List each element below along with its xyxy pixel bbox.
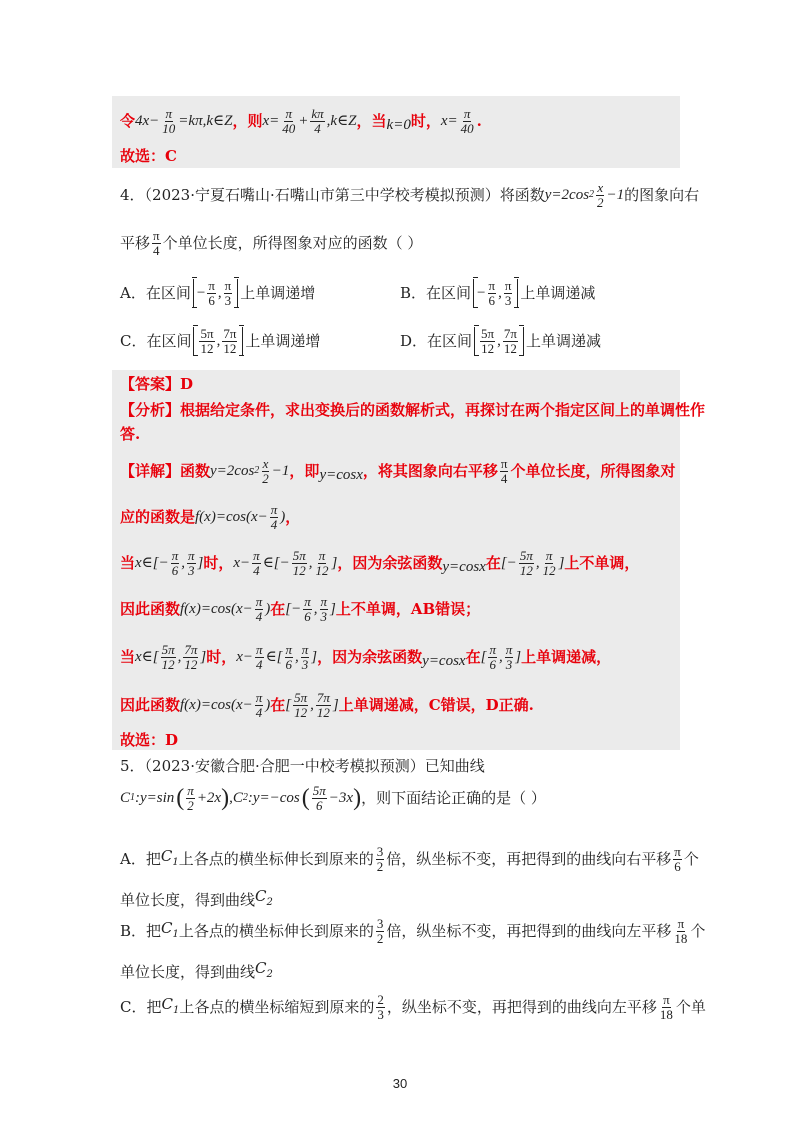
q4-options-row2: [120, 326, 682, 356]
page-number: 30: [392, 1076, 408, 1091]
q4-options-row1: [120, 278, 682, 308]
top-solution-line: 令 4x− $\frac{\pi}{10}$ =kπ,k∈Z ，则 x= $\frac{\pi}{40}$ + $\frac{k\pi}{4}$ ,k∈Z ，当 k=0 时， x= $\frac{\pi}{40}$ .: [120, 105, 482, 136]
q5-option-b-line2: 单位长度，得到曲线 $C_2$: [120, 959, 273, 981]
top-choose: 故选：C: [120, 147, 177, 165]
q4-choose: 故选：D: [120, 731, 179, 749]
q5-option-a-line1[interactable]: A．把 $C_1$ 上各点的横坐标伸长到原来的 $\frac{3}{2}$ 倍，纵坐标不变，再把得到的曲线向右平移 $\frac{\pi}{6}$ 个: [120, 843, 699, 874]
q5-option-a-line2: 单位长度，得到曲线 $C_2$: [120, 887, 273, 909]
q5-stem-line2: C 1 :y=sin ( $\frac{\pi}{2}$ +2x ) , C 2 :y=−cos ( $\frac{5\pi}{6}$ −3x ) ，则下面结论正确的是（ ）: [120, 782, 546, 813]
q4-option-c[interactable]: C．在区间 $\frac{5\pi}{12}$ , $\frac{7\pi}{12}$ 上单调递增: [120, 325, 321, 356]
q4-stem-line2: 平移 $\frac{\pi}{4}$ 个单位长度，所得图象对应的函数（ ）: [120, 227, 423, 258]
q4-detail-line3: 当 x∈[− $\frac{\pi}{6}$ , $\frac{\pi}{3}$ ] 时， x− $\frac{\pi}{4}$ ∈[− $\frac{5\pi}{12}$ , $\frac{\pi}{12}$ ] ，因为余弦函数 y=cosx 在 [− $\frac{5\pi}{12}$ , $\frac{\pi}{12}$ ] 上不单调，: [120, 547, 640, 578]
q5-option-c-line1[interactable]: C．把 $C_1$ 上各点的横坐标缩短到原来的 $\frac{2}{3}$ ，纵坐标不变，再把得到的曲线向左平移 $\frac{\pi}{18}$ 个单: [120, 991, 706, 1022]
q4-detail-line1: 【详解】函数 y=2cos 2 $\frac{x}{2}$ −1 ，即 y=cosx ，将其图象向右平移 $\frac{\pi}{4}$ 个单位长度，所得图象对: [120, 455, 676, 486]
q4-detail-line5: 当 x∈[ $\frac{5\pi}{12}$ , $\frac{7\pi}{12}$ ] 时， x− $\frac{\pi}{4}$ ∈[ $\frac{\pi}{6}$ , $\frac{\pi}{3}$ ] ，因为余弦函数 y=cosx 在 [ $\frac{\pi}{6}$ , $\frac{\pi}{3}$ ] 上单调递减，: [120, 641, 612, 672]
q4-answer: 【答案】D: [120, 375, 194, 393]
q4-detail-line4: 因此函数 f(x)=cos(x− $\frac{\pi}{4}$ ) 在 [− $\frac{\pi}{6}$ , $\frac{\pi}{3}$ ] 上不单调，AB错误；: [120, 593, 481, 624]
q4-analysis-line1: 【分析】根据给定条件，求出变换后的函数解析式，再探讨在两个指定区间上的单调性作: [120, 401, 706, 419]
q4-analysis-line2: 答.: [120, 425, 141, 443]
q4-detail-line6: 因此函数 f(x)=cos(x− $\frac{\pi}{4}$ ) 在 [ $\frac{5\pi}{12}$ , $\frac{7\pi}{12}$ ] 上单调递减，C错误，D正确.: [120, 689, 534, 720]
q4-option-a[interactable]: A．在区间 − $\frac{\pi}{6}$ , $\frac{\pi}{3}$ 上单调递增: [120, 277, 316, 308]
q4-stem-line1: 4．（2023·宁夏石嘴山·石嘴山市第三中学校考模拟预测）将函数 y=2cos 2 $\frac{x}{2}$ −1 的图象向右: [120, 179, 700, 210]
q5-option-b-line1[interactable]: B．把 $C_1$ 上各点的横坐标伸长到原来的 $\frac{3}{2}$ 倍，纵坐标不变，再把得到的曲线向左平移 $\frac{\pi}{18}$ 个: [120, 915, 706, 946]
q4-detail-line2: 应的函数是 f(x)=cos(x− $\frac{\pi}{4}$ ) ，: [120, 501, 301, 532]
q5-stem-line1: 5．（2023·安徽合肥·合肥一中校考模拟预测）已知曲线: [120, 757, 485, 775]
q4-option-b[interactable]: B．在区间 − $\frac{\pi}{6}$ , $\frac{\pi}{3}$ 上单调递减: [400, 277, 596, 308]
q4-option-d[interactable]: D．在区间 $\frac{5\pi}{12}$ , $\frac{7\pi}{12}$ 上单调递减: [400, 325, 601, 356]
